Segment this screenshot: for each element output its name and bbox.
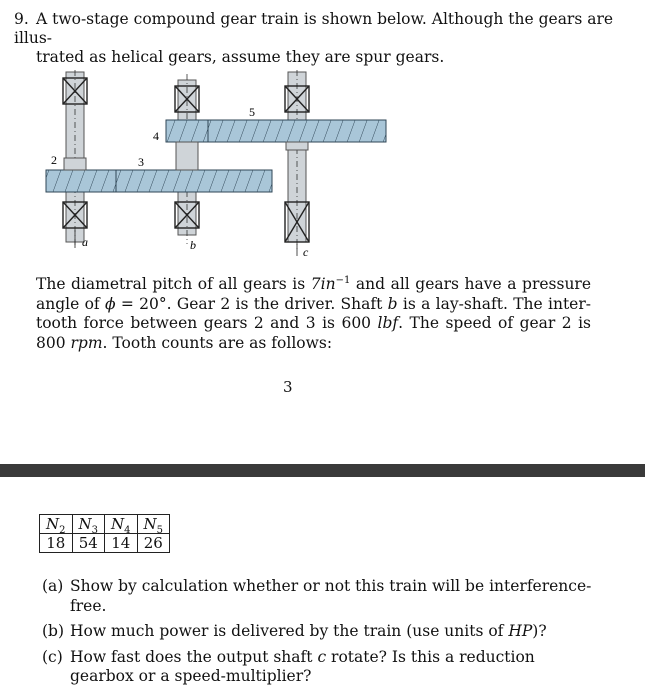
shaft-c-ref: c xyxy=(317,647,327,666)
header-subscript: 3 xyxy=(91,525,98,536)
gear-label-5: 5 xyxy=(249,105,255,119)
page-number: 3 xyxy=(283,378,293,396)
pitch-value: 7in xyxy=(310,275,336,293)
question-number: 9. xyxy=(14,10,29,28)
tooth-count-table xyxy=(39,514,170,553)
table-cell: 14 xyxy=(105,534,138,553)
header-subscript: 5 xyxy=(156,525,163,536)
gear-2 xyxy=(46,170,116,192)
header-subscript: 4 xyxy=(124,525,131,536)
table-row xyxy=(40,534,170,553)
part-text-post: rotate? Is this a reduction gearbox or a speed-multiplier? xyxy=(70,647,535,685)
table-header-cell xyxy=(105,515,138,534)
statement-text: and all gears have a pressure angle of xyxy=(36,275,592,313)
gear-label-4: 4 xyxy=(153,129,159,143)
shaft-label-a: a xyxy=(82,235,88,249)
part-c xyxy=(42,648,602,687)
shaft-label-c: c xyxy=(303,245,309,259)
part-text-pre: How fast does the output shaft xyxy=(70,647,318,666)
header-symbol: N xyxy=(46,515,60,533)
gear-train-diagram xyxy=(40,62,400,262)
part-label: (b) xyxy=(42,622,65,640)
statement-text: is a lay-shaft. The inter-tooth force between gears 2 and 3 is 600 xyxy=(36,294,591,332)
statement-text: . The speed of gear 2 is 800 xyxy=(36,314,591,352)
header-symbol: N xyxy=(143,515,157,533)
table-header-cell xyxy=(40,515,73,534)
table-cell: 18 xyxy=(40,534,73,553)
part-text xyxy=(70,622,602,642)
statement-text: = 20°. Gear 2 is the driver. Shaft xyxy=(115,294,388,313)
gear-4 xyxy=(166,120,208,142)
part-text-post: )? xyxy=(532,622,547,640)
statement-text: . Tooth counts are as follows: xyxy=(102,333,333,352)
question-line-1: A two-stage compound gear train is shown below. Although the gears are illus- xyxy=(14,10,614,47)
speed-unit: rpm xyxy=(70,333,103,352)
part-b xyxy=(42,622,602,642)
shaft-b-ref: b xyxy=(387,294,398,313)
part-label: (c) xyxy=(42,647,63,666)
question-line-2: trated as helical gears, assume they are spur gears. xyxy=(36,48,445,66)
hp-unit: HP xyxy=(508,622,533,640)
header-symbol: N xyxy=(111,515,125,533)
part-text-pre: How much power is delivered by the train (use units of xyxy=(70,622,509,640)
pressure-angle-symbol: ϕ xyxy=(104,294,116,313)
problem-statement xyxy=(36,275,591,353)
table-cell: 54 xyxy=(72,534,105,553)
gear-label-2: 2 xyxy=(51,153,57,167)
table-header-cell xyxy=(137,515,170,534)
force-unit: lbf xyxy=(377,314,399,332)
question-header xyxy=(14,10,614,67)
part-label: (a) xyxy=(42,577,64,595)
part-text xyxy=(70,648,602,687)
gear-3 xyxy=(116,170,272,192)
table-header-cell xyxy=(72,515,105,534)
shaft-label-b: b xyxy=(190,238,196,252)
header-symbol: N xyxy=(78,515,92,533)
gear-5 xyxy=(208,120,386,142)
statement-text: The diametral pitch of all gears is xyxy=(36,275,311,293)
header-subscript: 2 xyxy=(59,525,66,536)
gear-label-3: 3 xyxy=(138,155,144,169)
part-a xyxy=(42,577,602,616)
page-divider xyxy=(0,464,645,477)
question-parts xyxy=(42,577,602,693)
table-header-row xyxy=(40,515,170,534)
part-text: Show by calculation whether or not this train will be interference-free. xyxy=(70,577,592,615)
pitch-exponent: −1 xyxy=(335,274,351,286)
table-cell: 26 xyxy=(137,534,170,553)
